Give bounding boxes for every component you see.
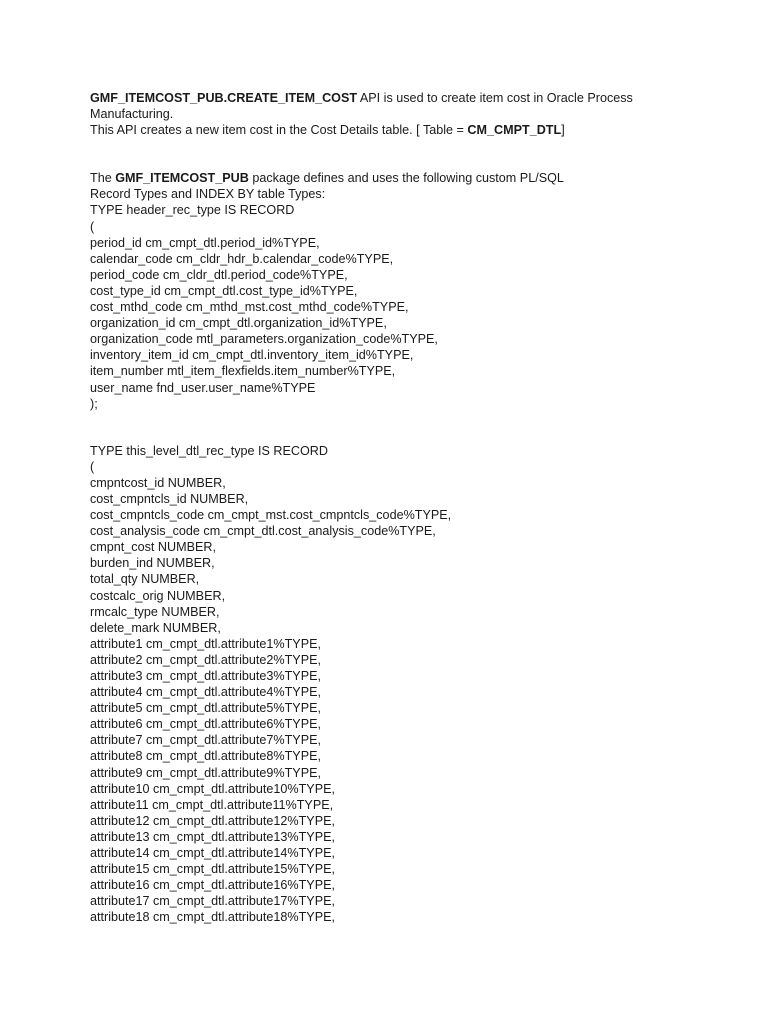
this-level-rec-field: costcalc_orig NUMBER, <box>90 588 226 603</box>
header-rec-field: user_name fnd_user.user_name%TYPE <box>90 380 316 395</box>
this-level-rec-field: attribute5 cm_cmpt_dtl.attribute5%TYPE, <box>90 701 321 716</box>
package-post: package defines and uses the following custom PL/SQL <box>248 171 564 186</box>
this-level-rec-field: cost_cmpntcls_code cm_cmpt_mst.cost_cmpntcls_code%TYPE, <box>90 508 452 523</box>
document-body <box>90 90 740 926</box>
header-rec-field: cost_type_id cm_cmpt_dtl.cost_type_id%TYPE, <box>90 283 358 298</box>
this-level-rec-field: attribute16 cm_cmpt_dtl.attribute16%TYPE, <box>90 878 336 893</box>
this-level-rec-field: cost_analysis_code cm_cmpt_dtl.cost_analysis_code%TYPE, <box>90 524 436 539</box>
this-level-rec-field: attribute14 cm_cmpt_dtl.attribute14%TYPE, <box>90 846 336 861</box>
this-level-rec-field: attribute3 cm_cmpt_dtl.attribute3%TYPE, <box>90 669 321 683</box>
this-level-rec-field: attribute7 cm_cmpt_dtl.attribute7%TYPE, <box>90 733 321 748</box>
this-level-rec-field: delete_mark NUMBER, <box>90 620 221 635</box>
this-level-rec-field: attribute11 cm_cmpt_dtl.attribute11%TYPE, <box>90 797 334 812</box>
header-rec-field: cost_mthd_code cm_mthd_mst.cost_mthd_code%TYPE, <box>90 300 409 315</box>
package-line-2: Record Types and INDEX BY table Types: <box>90 187 326 202</box>
this-level-rec-field: cmpntcost_id NUMBER, <box>90 475 226 490</box>
api-name: GMF_ITEMCOST_PUB.CREATE_ITEM_COST <box>90 91 358 105</box>
header-rec-close-paren: ); <box>90 396 98 411</box>
intro-line-3 <box>90 122 740 138</box>
this-level-rec-field: attribute17 cm_cmpt_dtl.attribute17%TYPE, <box>90 894 336 909</box>
header-rec-field: period_id cm_cmpt_dtl.period_id%TYPE, <box>90 235 320 250</box>
table-name: CM_CMPT_DTL <box>467 123 562 138</box>
package-pre: The <box>90 171 116 186</box>
intro-line-1 <box>90 90 740 106</box>
this-level-rec-field: cmpnt_cost NUMBER, <box>90 540 216 555</box>
header-rec-field: calendar_code cm_cldr_hdr_b.calendar_code%TYPE, <box>90 251 394 266</box>
header-rec-field: period_code cm_cldr_dtl.period_code%TYPE, <box>90 267 348 282</box>
this-level-rec-field: attribute15 cm_cmpt_dtl.attribute15%TYPE, <box>90 862 336 877</box>
this-level-rec-field: attribute6 cm_cmpt_dtl.attribute6%TYPE, <box>90 717 321 732</box>
this-level-rec-field: burden_ind NUMBER, <box>90 556 215 571</box>
this-level-rec-field: attribute8 cm_cmpt_dtl.attribute8%TYPE, <box>90 749 321 764</box>
this-level-rec-title: TYPE this_level_dtl_rec_type IS RECORD <box>90 443 328 458</box>
header-rec-field: item_number mtl_item_flexfields.item_number%TYPE, <box>90 364 396 379</box>
this-level-rec-field: attribute9 cm_cmpt_dtl.attribute9%TYPE, <box>90 765 321 780</box>
header-rec-field: organization_id cm_cmpt_dtl.organization_id%TYPE, <box>90 316 387 331</box>
this-level-rec-field: rmcalc_type NUMBER, <box>90 604 220 619</box>
header-rec-title: TYPE header_rec_type IS RECORD <box>90 203 295 218</box>
intro-line-3-text: This API creates a new item cost in the Cost Details table. [ Table = <box>90 123 468 138</box>
package-name: GMF_ITEMCOST_PUB <box>115 171 249 186</box>
this-level-rec-open-paren: ( <box>90 459 95 474</box>
intro-line-2: Manufacturing. <box>90 107 174 122</box>
this-level-rec-field: total_qty NUMBER, <box>90 572 200 587</box>
header-rec-field: inventory_item_id cm_cmpt_dtl.inventory_item_id%TYPE, <box>90 348 414 363</box>
intro-line-1-text: API is used to create item cost in Oracle Process <box>357 91 633 105</box>
this-level-rec-field: attribute12 cm_cmpt_dtl.attribute12%TYPE, <box>90 813 336 828</box>
this-level-rec-field: attribute13 cm_cmpt_dtl.attribute13%TYPE, <box>90 829 336 844</box>
this-level-rec-field: attribute1 cm_cmpt_dtl.attribute1%TYPE, <box>90 636 321 651</box>
this-level-rec-field: attribute4 cm_cmpt_dtl.attribute4%TYPE, <box>90 685 321 700</box>
package-line-1 <box>90 170 740 186</box>
this-level-rec-field: attribute18 cm_cmpt_dtl.attribute18%TYPE, <box>90 910 336 925</box>
header-rec-open-paren: ( <box>90 219 95 234</box>
this-level-rec-field: cost_cmpntcls_id NUMBER, <box>90 491 249 506</box>
this-level-rec-field: attribute10 cm_cmpt_dtl.attribute10%TYPE, <box>90 781 336 796</box>
intro-line-3-close: ] <box>561 123 565 138</box>
header-rec-field: organization_code mtl_parameters.organization_code%TYPE, <box>90 332 438 347</box>
this-level-rec-field: attribute2 cm_cmpt_dtl.attribute2%TYPE, <box>90 652 321 667</box>
